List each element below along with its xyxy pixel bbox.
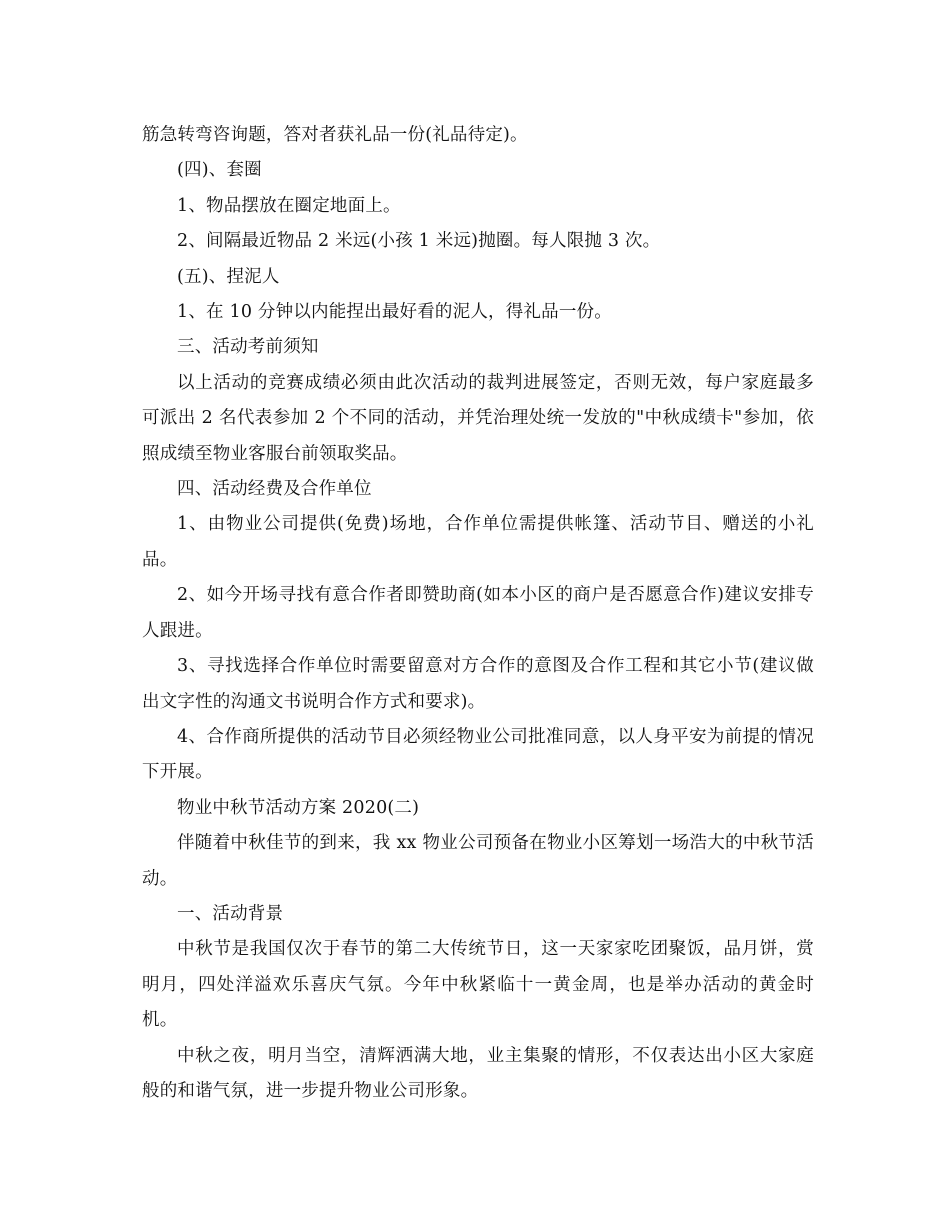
paragraph-intro-continuation: 筋急转弯咨询题，答对者获礼品一份(礼品待定)。 xyxy=(142,125,528,145)
paragraph-funding-1: 1、由物业公司提供(免费)场地，合作单位需提供帐篷、活动节目、赠送的小礼品。 xyxy=(142,514,814,570)
paragraph-ring-toss-rule-2: 2、间隔最近物品 2 米远(小孩 1 米远)抛圈。每人限抛 3 次。 xyxy=(177,231,661,252)
paragraph-activity-notes: 以上活动的竞赛成绩必须由此次活动的裁判进展签定，否则无效，每户家庭最多可派出 2 名代表参加 2 个不同的活动，并凭治理处统一发放的"中秋成绩卡"参加，依照成绩至物业客服台前领取奖品。 xyxy=(142,372,814,464)
paragraph-funding-4: 4、合作商所提供的活动节目必须经物业公司批准同意，以人身平安为前提的情况下开展。 xyxy=(142,726,814,783)
heading-activity-background: 一、活动背景 xyxy=(177,903,284,924)
section-title-plan-2: 物业中秋节活动方案 2020(二) xyxy=(177,797,420,818)
heading-funding-partners: 四、活动经费及合作单位 xyxy=(177,479,372,500)
heading-ring-toss: (四)、套圈 xyxy=(177,160,262,181)
paragraph-funding-3: 3、寻找选择合作单位时需要留意对方合作的意图及合作工程和其它小节(建议做出文字性的沟通文书说明合作方式和要求)。 xyxy=(142,656,814,712)
heading-clay-figures: (五)、捏泥人 xyxy=(177,266,280,287)
paragraph-background-1: 中秋节是我国仅次于春节的第二大传统节日，这一天家家吃团聚饭，品月饼，赏明月，四处洋溢欢乐喜庆气氛。今年中秋紧临十一黄金周，也是举办活动的黄金时机。 xyxy=(142,939,814,1031)
paragraph-background-2: 中秋之夜，明月当空，清辉洒满大地，业主集聚的情形，不仅表达出小区大家庭般的和谐气氛，进一步提升物业公司形象。 xyxy=(142,1045,814,1101)
paragraph-plan-2-intro: 伴随着中秋佳节的到来，我 xx 物业公司预备在物业小区筹划一场浩大的中秋节活动。 xyxy=(142,833,814,889)
paragraph-clay-figures-rule-1: 1、在 10 分钟以内能捏出最好看的泥人，得礼品一份。 xyxy=(177,302,612,323)
paragraph-funding-2: 2、如今开场寻找有意合作者即赞助商(如本小区的商户是否愿意合作)建议安排专人跟进。 xyxy=(142,585,814,641)
paragraph-ring-toss-rule-1: 1、物品摆放在圈定地面上。 xyxy=(177,195,401,216)
document-body xyxy=(142,118,814,1109)
heading-activity-notes: 三、活动考前须知 xyxy=(177,337,319,358)
